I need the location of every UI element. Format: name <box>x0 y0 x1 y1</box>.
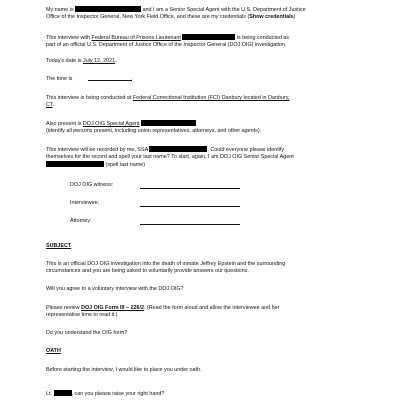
witness-line <box>70 182 360 189</box>
redaction-box <box>149 146 207 152</box>
present-label: Also present is <box>46 121 82 127</box>
attorney-label: Attorney: <box>70 218 92 224</box>
interview-rest: is being conducted as <box>236 35 290 41</box>
present-paragraph <box>46 120 360 135</box>
redaction-box <box>54 390 72 396</box>
interviewee-label: Interviewee: <box>70 200 100 206</box>
oath-raise: , can you please raise your right hand? <box>71 391 165 397</box>
oath-line2 <box>46 390 360 398</box>
intro-line1: and I am a Senior Special Agent with the U.S. Department of Justice <box>142 7 306 13</box>
record-paragraph <box>46 146 360 169</box>
intro-line2: Office of the Inspector General, New York Field Office, and these are my credentials ( <box>46 14 250 20</box>
time-line <box>46 76 360 83</box>
redaction-box <box>75 6 141 12</box>
subject-paragraph <box>46 261 360 275</box>
record-line2: themselves for the record and spell your last name? To start, again, I am DOJ OIG Senior Special Agent <box>46 154 294 160</box>
oath-line1: Before starting the interview, I would like to place you under oath. <box>46 367 202 373</box>
form-reference: DOJ OIG Form III – 226/2 <box>81 305 144 311</box>
location-paragraph <box>46 95 360 109</box>
witness-blank <box>140 188 240 189</box>
subject-heading: SUBJECT <box>46 243 72 249</box>
review-rest: . (Read the form aloud and allow the interviewee and her <box>143 305 280 311</box>
subject-line2: circumstances and you are being asked to voluntarily provide answers our questions. <box>46 268 249 274</box>
intro-paragraph <box>46 6 360 21</box>
location-end: . <box>52 102 55 108</box>
intro-line2-end: ) <box>293 14 296 20</box>
interview-paragraph <box>46 34 360 49</box>
interviewee-blank <box>140 206 240 207</box>
intro-my-name: My name is <box>46 7 74 13</box>
attorney-blank <box>140 224 240 225</box>
review-line2: representative time to read it.) <box>46 312 118 318</box>
facility-line2: CT <box>46 102 53 108</box>
subject-line1: This is an official DOJ OIG investigation into the death of inmate Jeffrey Epstein and the surrounding <box>46 261 286 267</box>
time-end: . <box>131 76 134 82</box>
oath-lt: Lt. <box>46 391 52 397</box>
date-value: July 12, 2021 <box>83 58 116 64</box>
facility-line1: Federal Correctional Institution (FCI) Danbury located in Danbury, <box>132 95 290 101</box>
review-paragraph <box>46 305 360 319</box>
agree-line: Will you agree to a voluntary interview with the DOJ OIG? <box>46 286 184 292</box>
record-spell: (spell last name) <box>105 162 146 168</box>
redaction-box <box>46 161 104 167</box>
show-credentials-text: Show credentials <box>249 14 294 20</box>
interviewee-line <box>70 200 360 207</box>
time-blank <box>88 80 132 81</box>
record-mid: . Could everyone please identify <box>207 147 285 153</box>
location-start: This interview is being conducted at <box>46 95 132 101</box>
review-start: Please review <box>46 305 80 311</box>
present-agent: DOJ OIG Special Agent <box>82 121 140 127</box>
witness-label: DOJ OIG witness: <box>70 182 114 188</box>
date-end: . <box>115 58 117 64</box>
understand-line: Do you understand the OIG form? <box>46 330 128 336</box>
interview-start: This interview with <box>46 35 91 41</box>
record-start: This interview will be recorded by me, SSA <box>46 147 148 153</box>
lieutenant-title: Federal Bureau of Prisons Lieutenant <box>91 35 181 41</box>
date-line <box>46 58 360 65</box>
present-note: (identify all persons present, including union representatives, attorneys, and other agents). <box>46 128 262 134</box>
oath-heading: OATH <box>46 348 61 354</box>
time-label: The time is <box>46 76 73 82</box>
redaction-box <box>182 34 235 40</box>
date-label: Today's date is <box>46 58 82 64</box>
interview-line2: part of an official U.S. Department of Justice Office of the Inspector General (DOJ OIG) investigation. <box>46 42 287 48</box>
redaction-box <box>141 120 196 126</box>
attorney-line <box>70 218 360 225</box>
